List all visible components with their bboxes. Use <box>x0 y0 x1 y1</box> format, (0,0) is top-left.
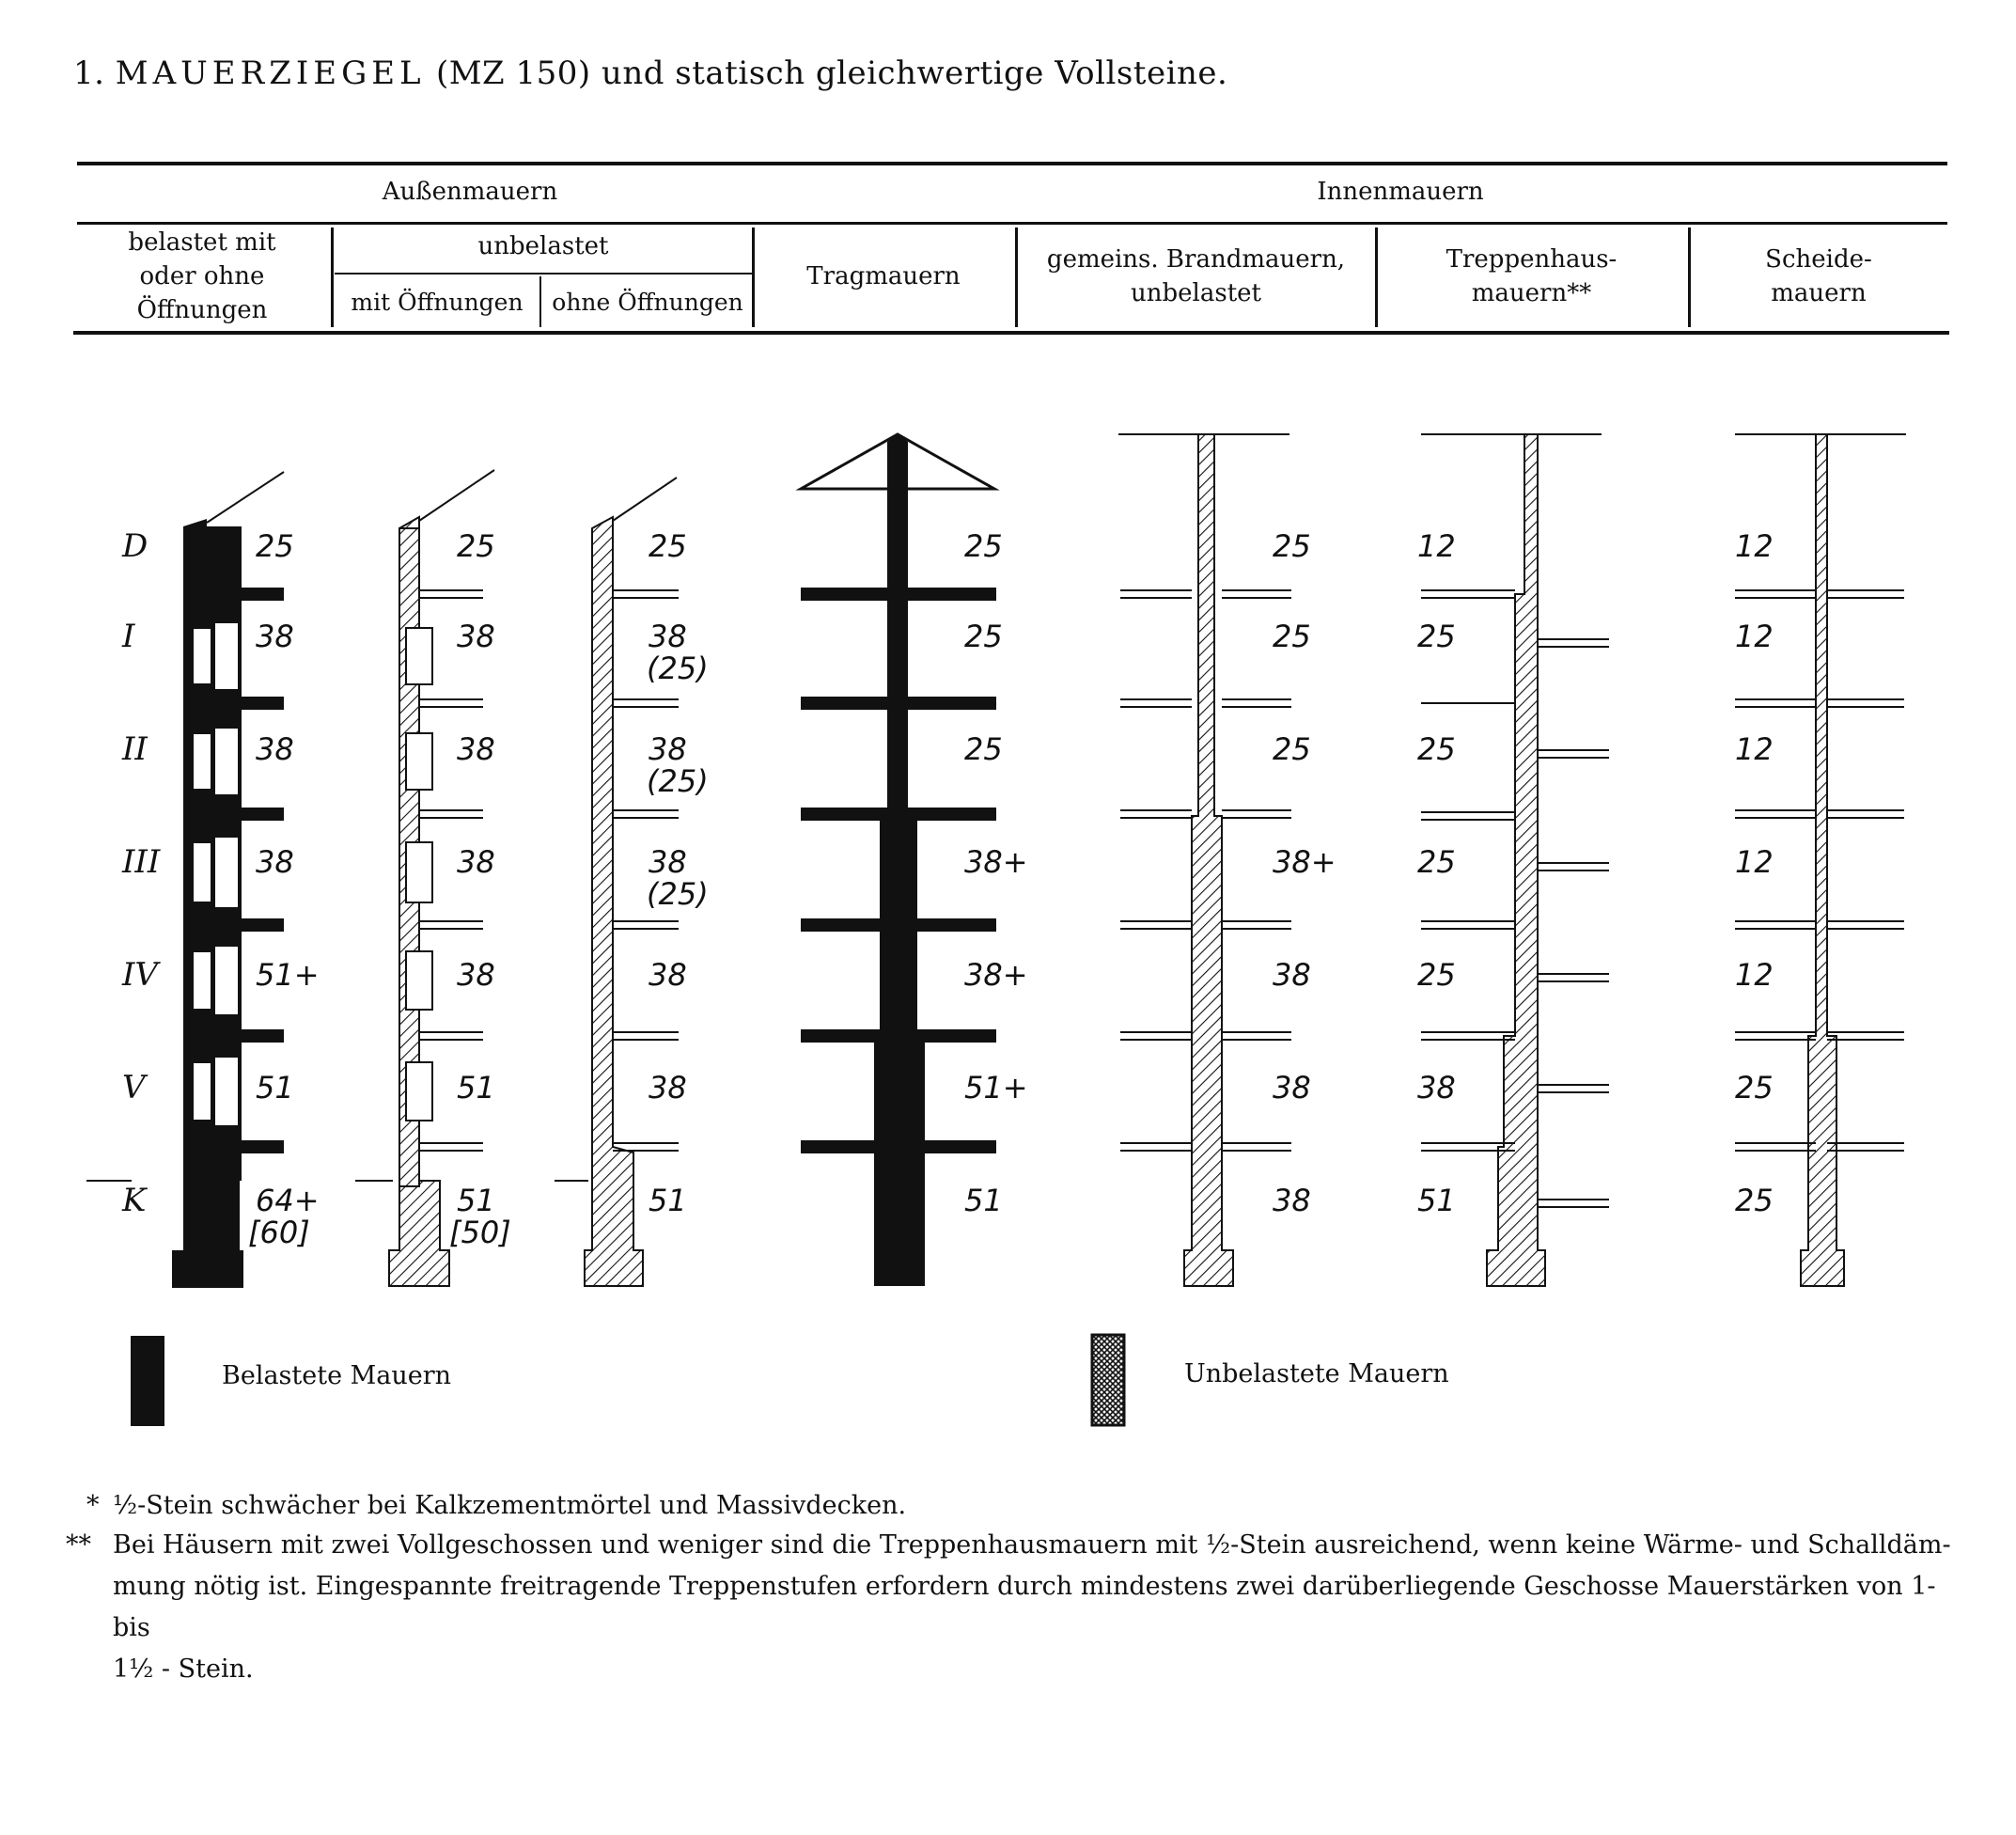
floor-slab <box>801 588 996 601</box>
header-col-brand: gemeins. Brandmauern, unbelastet <box>1046 245 1346 307</box>
thickness-label: 38 <box>649 619 687 654</box>
thickness-label: 38 <box>1417 1070 1456 1106</box>
header-col-tragmauern: Tragmauern <box>806 262 961 290</box>
floor-label: II <box>122 730 148 768</box>
header-col-loaded: belastet mit oder ohne Öffnungen <box>128 228 276 324</box>
legend-loaded-swatch <box>128 1333 169 1429</box>
footnote-mark: * <box>86 1491 100 1520</box>
thickness-label: 25 <box>964 731 1003 767</box>
header-col-scheide: Scheide- mauern <box>1765 245 1872 307</box>
footnote-line: 1½ - Stein. <box>113 1655 254 1684</box>
thickness-label: 38 <box>1273 957 1311 993</box>
thickness-label: 25 <box>1273 619 1311 654</box>
footnote-mark: ** <box>66 1530 91 1560</box>
floor-label: III <box>122 843 161 881</box>
wall-brandmauer <box>1184 434 1233 1286</box>
thickness-label: 51+ <box>256 957 320 993</box>
thickness-label: 38 <box>1273 1183 1311 1218</box>
thickness-alt-label: (25) <box>647 763 709 799</box>
thickness-label: 38+ <box>964 844 1028 880</box>
floor-slab <box>801 697 996 710</box>
wall-scheidemauer <box>1801 434 1844 1286</box>
thickness-label: 12 <box>1417 528 1456 564</box>
window-opening <box>193 628 211 684</box>
floor-label: I <box>122 618 135 655</box>
floor-slab <box>801 1029 996 1043</box>
thickness-alt-label: [50] <box>449 1215 511 1250</box>
window-opening <box>193 733 211 790</box>
footnote-1 <box>86 1485 1955 1527</box>
thickness-label: 51 <box>964 1183 1003 1218</box>
window-opening <box>193 951 211 1010</box>
window-opening <box>214 1057 239 1126</box>
thickness-label: 25 <box>1735 1070 1774 1106</box>
thickness-label: 25 <box>964 619 1003 654</box>
floor-slab <box>197 588 284 601</box>
window-opening <box>406 951 432 1010</box>
thickness-label: 25 <box>649 528 687 564</box>
thickness-label: 38 <box>457 619 495 654</box>
header-col-with-openings: mit Öffnungen <box>351 289 524 316</box>
wall-loaded <box>172 1250 243 1288</box>
legend-unloaded-swatch <box>1090 1333 1128 1429</box>
thickness-label: 25 <box>964 528 1003 564</box>
thickness-label: 25 <box>1273 731 1311 767</box>
window-opening <box>193 1062 211 1121</box>
thickness-label: 25 <box>256 528 294 564</box>
wall-treppenhaus <box>1487 434 1545 1286</box>
floor-slab <box>197 1029 284 1043</box>
wall-unloaded-without-openings <box>585 517 643 1286</box>
legend-loaded-label: Belastete Mauern <box>222 1361 452 1390</box>
thickness-label: 51 <box>457 1070 495 1106</box>
floor-slab <box>801 918 996 932</box>
thickness-label: 38 <box>256 731 294 767</box>
footnote-line: Bei Häusern mit zwei Vollgeschossen und weniger sind die Treppenhausmauern mit ½-Stein ausreichend, wenn keine Wärme- und Schalldäm- <box>113 1530 1951 1560</box>
floor-slab <box>197 808 284 821</box>
thickness-label: 38 <box>256 619 294 654</box>
thickness-alt-label: (25) <box>647 651 709 686</box>
thickness-label: 38 <box>649 1070 687 1106</box>
thickness-label: 25 <box>1735 1183 1774 1218</box>
window-opening <box>214 837 239 908</box>
thickness-label: 12 <box>1735 528 1774 564</box>
thickness-label: 12 <box>1735 619 1774 654</box>
header-group-outer: Außenmauern <box>382 178 558 206</box>
thickness-label: 25 <box>1417 731 1456 767</box>
window-opening <box>193 842 211 902</box>
thickness-label: 38+ <box>964 957 1028 993</box>
floor-slab <box>801 1140 996 1153</box>
thickness-label: 38 <box>457 844 495 880</box>
window-opening <box>214 622 239 690</box>
floor-label: D <box>122 527 148 565</box>
thickness-label: 12 <box>1735 731 1774 767</box>
footnote-text: ½-Stein schwächer bei Kalkzementmörtel und Massivdecken. <box>113 1491 907 1520</box>
window-opening <box>214 946 239 1015</box>
thickness-label: 25 <box>1417 844 1456 880</box>
thickness-label: 25 <box>1417 619 1456 654</box>
thickness-label: 38 <box>1273 1070 1311 1106</box>
thickness-label: 64+ <box>256 1183 320 1218</box>
thickness-label: 38 <box>457 731 495 767</box>
header-col-treppe: Treppenhaus- mauern** <box>1446 245 1617 307</box>
thickness-label: 51 <box>457 1183 495 1218</box>
thickness-label: 51 <box>256 1070 294 1106</box>
thickness-label: 38 <box>649 957 687 993</box>
thickness-label: 51+ <box>964 1070 1028 1106</box>
roof-line <box>419 470 494 521</box>
thickness-label: 38 <box>649 731 687 767</box>
thickness-label: 25 <box>1273 528 1311 564</box>
footnote-line: mung nötig ist. Eingespannte freitragende Treppenstufen erfordern durch mindestens zwei darüberliegende Geschosse Mauerstärken von 1- bis <box>113 1572 1936 1642</box>
header-col-without-openings: ohne Öffnungen <box>552 289 743 316</box>
window-opening <box>214 728 239 795</box>
window-opening <box>406 1062 432 1121</box>
header-group-inner: Innenmauern <box>1317 178 1484 206</box>
floor-slab <box>801 808 996 821</box>
thickness-label: 38 <box>256 844 294 880</box>
floor-label: V <box>122 1069 146 1106</box>
thickness-label: 25 <box>457 528 495 564</box>
legend-unloaded-label: Unbelastete Mauern <box>1184 1359 1449 1388</box>
floor-slab <box>197 918 284 932</box>
floor-slab <box>197 1140 284 1153</box>
thickness-label: 25 <box>1417 957 1456 993</box>
window-opening <box>406 733 432 790</box>
wall-tragmauer <box>874 434 925 1286</box>
floor-slab <box>197 697 284 710</box>
thickness-alt-label: (25) <box>647 876 709 912</box>
thickness-alt-label: [60] <box>248 1215 310 1250</box>
thickness-label: 38 <box>649 844 687 880</box>
header-col-unloaded: unbelastet <box>477 232 609 260</box>
roof-line <box>207 472 284 523</box>
thickness-label: 51 <box>649 1183 687 1218</box>
thickness-label: 12 <box>1735 957 1774 993</box>
thickness-label: 12 <box>1735 844 1774 880</box>
thickness-label: 38 <box>457 957 495 993</box>
thickness-label: 51 <box>1417 1183 1456 1218</box>
floor-label: K <box>122 1182 147 1219</box>
window-opening <box>406 628 432 684</box>
footnote-2 <box>66 1525 1955 1690</box>
window-opening <box>406 842 432 902</box>
page-title: 1. MAUERZIEGEL (MZ 150) und statisch gleichwertige Vollsteine. <box>73 55 1228 92</box>
floor-label: IV <box>122 956 158 994</box>
roof-line <box>613 478 677 521</box>
thickness-label: 38+ <box>1273 844 1336 880</box>
